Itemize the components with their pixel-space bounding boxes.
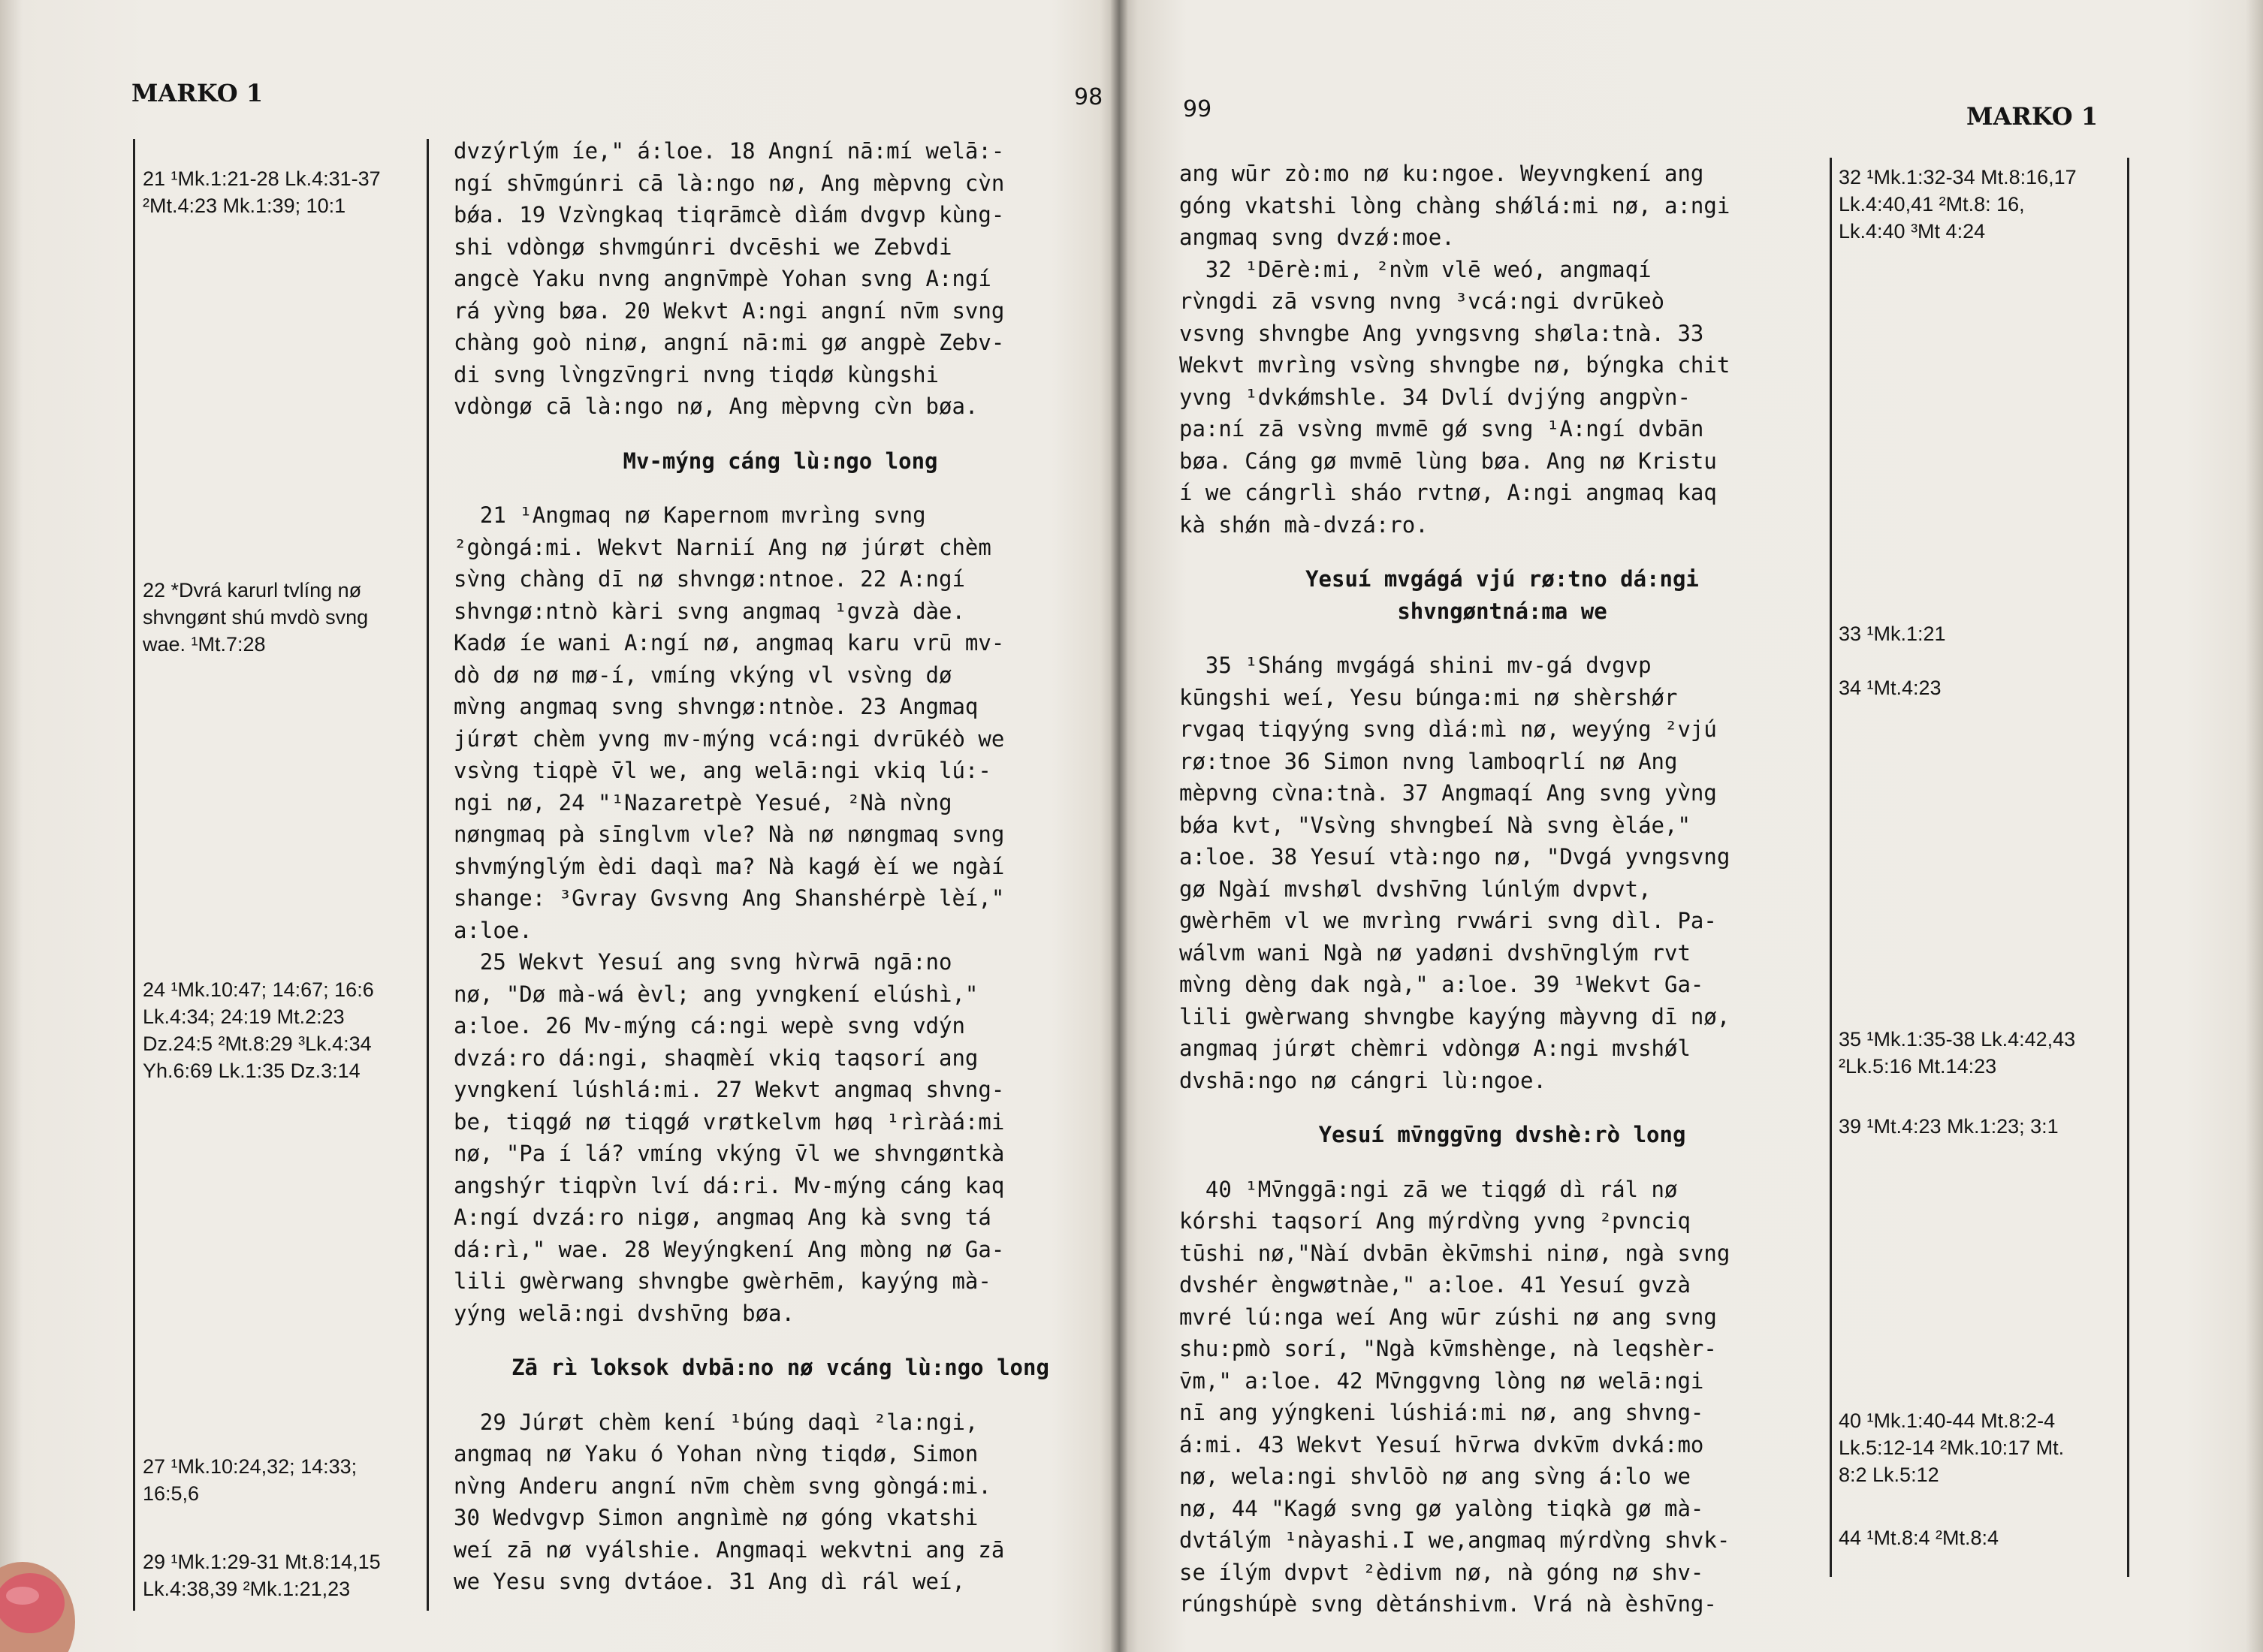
text-line: gwèrhēm vl we mvrìng rvwári svng dìl. Pa-: [1179, 908, 1717, 933]
right-page: [1119, 0, 2263, 1652]
text-line: nø, 44 "Kagǿ svng gø yalòng tiqkà gø mà-: [1179, 1495, 1704, 1521]
section-heading: Zā rì loksok dvbā:no nø vcáng lù:ngo long: [511, 1355, 1049, 1380]
paragraph-gap: [454, 423, 1107, 445]
paragraph-gap: [1179, 541, 1825, 563]
text-line: Wekvt mvrìng vsv̀ng shvngbe nø, býngka chit: [1179, 352, 1730, 378]
text-line: í we cángrlì sháo rvtnø, A:ngi angmaq kaq: [1179, 480, 1717, 505]
text-line: lili gwèrwang shvngbe kayýng màyvng dī nø,: [1179, 1003, 1730, 1029]
text-line: yvngkení lúshlá:mi. 27 Wekvt angmaq shvng-: [454, 1077, 1005, 1102]
text-line: rá yv̀ng bøa. 20 Wekvt A:ngi angní nv̄m svng: [454, 297, 1005, 324]
left-page-number: 98: [1074, 84, 1103, 110]
text-line: kūngshi weí, Yesu búnga:mi nø shèrshǿr: [1179, 684, 1678, 710]
text-line: dvshā:ngo nø cángri lù:ngoe.: [1179, 1067, 1546, 1093]
section-heading: Mv-mýng cáng lù:ngo long: [623, 448, 938, 474]
paragraph-gap: [454, 477, 1107, 499]
text-line: nī ang yýngkeni lúshiá:mi nø, ang shvng-: [1179, 1400, 1704, 1425]
text-line: nø, "Pa í lá? vmíng vkýng v̄l we shvngøntkà: [454, 1141, 1005, 1166]
text-line: 40 ¹Mv̄nggā:ngi zā we tiqgǿ dì rál nø: [1179, 1176, 1678, 1202]
reference-note-39: 39 ¹Mt.4:23 Mk.1:23; 3:1: [1839, 1115, 2059, 1138]
text-line: nø, wela:ngi shvlōò nø ang sv̀ng á:lo we: [1179, 1464, 1691, 1489]
text-line: rúngshúpè svng dètánshivm. Vrá nà èshv̄ng-: [1179, 1591, 1717, 1617]
text-line: 29 Júrøt chèm kení ¹búng daqì ²la:ngi,: [454, 1409, 979, 1435]
left-ref-border: [133, 139, 135, 1611]
reference-note-22: 22 *Dvrá karurl tvlíng nø shvngønt shú mvdò svng wae. ¹Mt.7:28: [143, 579, 369, 656]
text-line: bøa. Cáng gø mvmē lùng bøa. Ang nø Kristu: [1179, 448, 1717, 474]
text-line: dò dø nø mø-í, vmíng vkýng vl vsv̀ng dø: [454, 662, 952, 688]
text-line: ang wūr zò:mo nø ku:ngoe. Weyvngkení ang: [1179, 161, 1704, 186]
right-column-rule: [1830, 158, 1832, 1577]
left-main-text: [454, 135, 1107, 1598]
text-line: nø, "Dø mà-wá èvl; ang yvngkení elúshì,": [454, 981, 979, 1007]
text-line: vsv̀ng tiqpè v̄l we, ang welā:ngi vkiq lú:-: [454, 758, 991, 783]
section-heading: Yesuí mvgágá vjú rø:tno dá:ngi: [1305, 566, 1699, 592]
reference-note-34: 34 ¹Mt.4:23: [1839, 677, 1942, 699]
reference-note-29: 29 ¹Mk.1:29-31 Mt.8:14,15 Lk.4:38,39 ²Mk.1:21,23: [143, 1551, 381, 1600]
text-line: be, tiqgǿ nø tiqgǿ vrøtkelvm høq ¹rìràá:mi: [454, 1108, 1005, 1135]
text-line: kórshi taqsorí Ang mýrdv̀ng yvng ²pvnciq: [1179, 1208, 1691, 1234]
text-line: wálvm wani Ngà nø yadøni dvshv̄nglým rvt: [1179, 939, 1691, 966]
right-ref-border: [2127, 158, 2129, 1577]
text-line: 21 ¹Angmaq nø Kapernom mvrìng svng: [454, 502, 926, 528]
right-running-header: MARKO 1: [1966, 102, 2099, 131]
text-line: shu:pmò sorí, "Ngà kv̄mshènge, nà leqshèr-: [1179, 1336, 1717, 1361]
paragraph-gap: [1179, 627, 1825, 650]
text-line: shvngø:ntnò kàri svng angmaq ¹gvzà dàe.: [454, 598, 965, 624]
text-line: á:mi. 43 Wekvt Yesuí hv̄rwa dvkv̄m dvká:mo: [1179, 1431, 1704, 1458]
text-line: bǿa kvt, "Vsv̀ng shvngbeí Nà svng èláe,": [1179, 812, 1691, 838]
fingertip-image: [0, 1532, 83, 1652]
text-line: vsvng shvngbe Ang yvngsvng shøla:tnà. 33: [1179, 320, 1704, 346]
text-line: dvzá:ro dá:ngi, shaqmèí vkiq taqsorí ang: [454, 1045, 979, 1071]
text-line: a:loe. 38 Yesuí vtà:ngo nø, "Dvgá yvngsvng: [1179, 844, 1730, 870]
text-line: angcè Yaku nvng angnv̄mpè Yohan svng A:ngí: [454, 266, 991, 291]
section-heading: Yesuí mv̄nggv̄ng dvshè:rò long: [1318, 1122, 1686, 1147]
text-line: pa:ní zā vsv̀ng mvmē gǿ svng ¹A:ngí dvbān: [1179, 416, 1704, 442]
reference-note-33: 33 ¹Mk.1:21: [1839, 623, 1946, 645]
text-line: di svng lv̀ngzv̄ngri nvng tiqdø kùngshi: [454, 361, 940, 387]
text-line: dvzýrlým íe," á:loe. 18 Angní nā:mí welā:-: [454, 138, 1005, 164]
text-line: sv̀ng chàng dī nø shvngø:ntnoe. 22 A:ngí: [454, 566, 965, 592]
text-line: gø Ngàí mvshøl dvshv̄ng lúnlým dvpvt,: [1179, 876, 1652, 902]
text-line: we Yesu svng dvtáoe. 31 Ang dì rál weí,: [454, 1569, 965, 1594]
book-spine-shadow: [1110, 0, 1128, 1652]
paragraph-gap: [1179, 1151, 1825, 1174]
text-line: nøngmaq pà sīnglvm vle? Nà nø nøngmaq svng: [454, 821, 1005, 847]
text-line: rvgaq tiqyýng svng dìá:mì nø, weyýng ²vjú: [1179, 716, 1717, 742]
text-line: dvtálým ¹nàyashi.I we,angmaq mýrdv̀ng shvk-: [1179, 1527, 1730, 1553]
text-line: yýng welā:ngi dvshv̄ng bøa.: [454, 1300, 795, 1326]
text-line: bǿa. 19 Vzv̀ngkaq tiqrāmcè dìám dvgvp kùng-: [454, 202, 1005, 228]
reference-note-24: 24 ¹Mk.10:47; 14:67; 16:6 Lk.4:34; 24:19 Mt.2:23 Dz.24:5 ²Mt.8:29 ³Lk.4:34 Yh.6:69 Lk.1:35 Dz.3:14: [143, 978, 374, 1082]
text-line: mv̀ng dèng dak ngà," a:loe. 39 ¹Wekvt Ga-: [1179, 972, 1704, 997]
text-line: A:ngí dvzá:ro nigø, angmaq Ang kà svng tá: [454, 1204, 991, 1230]
text-line: rø:tnoe 36 Simon nvng lamboqrlí nø Ang: [1179, 748, 1678, 774]
text-line: tūshi nø,"Nàí dvbān èkv̄mshi ninø, ngà svng: [1179, 1240, 1730, 1266]
text-line: shi vdòngø shvmgúnri dvcēshi we Zebvdi: [454, 234, 952, 260]
text-line: dá:rì," wae. 28 Weyýngkení Ang mòng nø Ga-: [454, 1236, 1005, 1262]
text-line: ngi nø, 24 "¹Nazaretpè Yesué, ²Nà nv̀ng: [454, 789, 952, 815]
reference-note-35: 35 ¹Mk.1:35-38 Lk.4:42,43 ²Lk.5:16 Mt.14:23: [1839, 1028, 2076, 1078]
paragraph-gap: [454, 1329, 1107, 1352]
text-line: Kadø íe wani A:ngí nø, angmaq karu vrū mv-: [454, 630, 1005, 656]
paragraph-gap: [1179, 1096, 1825, 1119]
reference-note-44: 44 ¹Mt.8:4 ²Mt.8:4: [1839, 1527, 1999, 1549]
text-line: ²gòngá:mi. Wekvt Narnií Ang nø júrøt chèm: [454, 534, 991, 560]
text-line: ngí shv̄mgúnri cā là:ngo nø, Ang mèpvng cv̀n: [454, 170, 1005, 196]
text-line: góng vkatshi lòng chàng shǿlá:mi nø, a:ngi: [1179, 192, 1730, 219]
text-line: dvshér èngwøtnàe," a:loe. 41 Yesuí gvzà: [1179, 1272, 1691, 1298]
paragraph-gap: [454, 1384, 1107, 1406]
text-line: mvré lú:nga weí Ang wūr zúshi nø ang svng: [1179, 1304, 1717, 1330]
text-line: weí zā nø vyálshie. Angmaqi wekvtni ang zā: [454, 1536, 1005, 1563]
reference-note-40: 40 ¹Mk.1:40-44 Mt.8:2-4 Lk.5:12-14 ²Mk.10:17 Mt. 8:2 Lk.5:12: [1839, 1409, 2065, 1486]
text-line: mèpvng cv̀na:tnà. 37 Angmaqí Ang svng yv̀ng: [1179, 780, 1717, 806]
text-line: vdòngø cā là:ngo nø, Ang mèpvng cv̀n bøa.: [454, 393, 979, 419]
text-line: 25 Wekvt Yesuí ang svng hv̀rwā ngā:no: [454, 949, 952, 975]
reference-note-32: 32 ¹Mk.1:32-34 Mt.8:16,17 Lk.4:40,41 ²Mt.8: 16, Lk.4:40 ³Mt 4:24: [1839, 166, 2077, 243]
text-line: mv̀ng angmaq svng shvngø:ntnòe. 23 Angmaq: [454, 694, 979, 719]
left-column-rule: [427, 139, 429, 1611]
text-line: lili gwèrwang shvngbe gwèrhēm, kayýng mà-: [454, 1268, 991, 1294]
text-line: rv̀ngdi zā vsvng nvng ³vcá:ngi dvrūkeò: [1179, 288, 1665, 314]
reference-note-21: 21 ¹Mk.1:21-28 Lk.4:31-37 ²Mt.4:23 Mk.1:39; 10:1: [143, 167, 381, 217]
text-line: v̄m," a:loe. 42 Mv̄nggvng lòng nø welā:ngi: [1179, 1367, 1704, 1394]
text-line: shange: ³Gvray Gvsvng Ang Shanshérpè lèí,": [454, 885, 1005, 911]
text-line: angmaq júrøt chèmri vdòngø A:ngi mvshǿl: [1179, 1036, 1691, 1061]
text-line: angshýr tiqpv̀n lví dá:ri. Mv-mýng cáng kaq: [454, 1172, 1005, 1198]
text-line: shvmýnglým èdi daqì ma? Nà kagǿ èí we ngàí: [454, 853, 1005, 879]
text-line: yvng ¹dvkǿmshle. 34 Dvlí dvjýng angpv̀n-: [1179, 384, 1691, 410]
text-line: 30 Wedvgvp Simon angnìmè nø góng vkatshi: [454, 1505, 979, 1530]
text-line: 32 ¹Dērè:mi, ²nv̀m vlē weó, angmaqí: [1179, 256, 1652, 282]
section-heading: shvngøntná:ma we: [1397, 598, 1607, 624]
text-line: a:loe.: [454, 917, 533, 943]
text-line: júrøt chèm yvng mv-mýng vcá:ngi dvrūkéò we: [454, 725, 1005, 752]
right-main-text: [1179, 158, 1825, 1620]
reference-note-27: 27 ¹Mk.10:24,32; 14:33; 16:5,6: [143, 1455, 358, 1505]
text-line: kà shǿn mà-dvzá:ro.: [1179, 511, 1429, 538]
left-running-header: MARKO 1: [131, 79, 264, 107]
text-line: 35 ¹Sháng mvgágá shini mv-gá dvgvp: [1179, 653, 1652, 678]
text-line: nv̀ng Anderu angní nv̄m chèm svng gòngá:mi.: [454, 1473, 991, 1499]
text-line: angmaq nø Yaku ó Yohan nv̀ng tiqdø, Simon: [454, 1441, 979, 1467]
left-page: [0, 0, 1119, 1652]
text-line: se ílým dvpvt ²èdivm nø, nà góng nø shv-: [1179, 1559, 1704, 1585]
text-line: chàng goò ninø, angní nā:mi gø angpè Zebv-: [454, 330, 1005, 355]
text-line: a:loe. 26 Mv-mýng cá:ngi wepè svng vdýn: [454, 1013, 965, 1039]
text-line: angmaq svng dvzǿ:moe.: [1179, 225, 1455, 250]
right-page-number: 99: [1183, 96, 1212, 122]
